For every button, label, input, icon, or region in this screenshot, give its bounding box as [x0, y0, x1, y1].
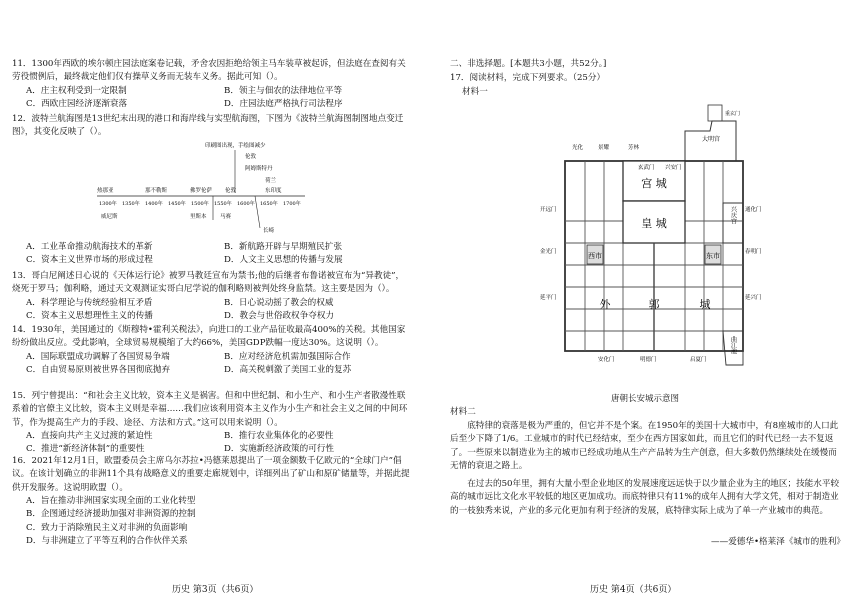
- outer-city-label: 城: [699, 298, 711, 311]
- gate-label: 启夏门: [690, 357, 707, 363]
- timeline-place: 长崎: [263, 228, 275, 234]
- timeline-place: 那不勒斯: [145, 188, 168, 194]
- question-14-stem: 14．1930年，美国通过的《斯穆特•霍利关税法》，向进口的工业产品征收最高400%的关税。其他国家纷纷做出反应。受此影响，全球贸易规模缩了大约66%，美国GDP跌幅一度达30%。这说明（）。: [12, 325, 406, 349]
- gate-label: 玄武门: [638, 165, 655, 171]
- option-b: B．新航路开辟与早期殖民扩张: [224, 242, 343, 252]
- right-page: [430, 0, 860, 608]
- section-heading: 二、非选择题。[本题共3小题，共52分。]: [450, 59, 607, 69]
- timeline-top-label: 印刷图出现，手绘图减少: [205, 143, 266, 149]
- option-b: B．推行农业集体化的必要性: [224, 430, 334, 441]
- question-13-stem: 13．哥白尼阐述日心说的《天体运行论》被罗马教廷宣布为禁书;他的后继者布鲁诺被宣布为“异教徒”，烧死于罗马；伽利略，通过天文观测证实哥白尼学说的伽利略则被判处终身监禁。这主要是因为（）。: [12, 271, 405, 295]
- option-d: D．庄园法庭严格执行司法程序: [224, 98, 343, 109]
- gate-label: 明德门: [640, 357, 657, 363]
- timeline-place: 阿姆斯特丹: [245, 166, 273, 172]
- option-c: C．推进“新经济体制”的重要性: [26, 444, 145, 455]
- option-c: C．西欧庄园经济逐渐衰落: [26, 98, 128, 109]
- question-13: [12, 270, 412, 323]
- gate-label: 金光门: [540, 249, 557, 255]
- question-15-stem: 15．列宁曾提出：“和社会主义比较，资本主义是祸害。但和中世纪制、和小生产、和小生产者散漫性联系着的官僚主义比较，资本主义则是幸福……我们应该利用资本主义作为小生产和社会主义之间的中间环节，作为提高生产力的手段、途径、方法和方式。”这可以用来说明（）。: [12, 391, 408, 428]
- timeline-year: 1700年: [283, 201, 301, 207]
- option-a: A．直接向共产主义过渡的紧迫性: [26, 430, 153, 441]
- option-c: C．致力于消除殖民主义对非洲的负面影响: [26, 522, 188, 533]
- east-market-label: 东市: [706, 252, 720, 260]
- option-a: A．旨在推动非洲国家实现全面的工业化转型: [26, 495, 196, 506]
- xingqing-palace-label: 兴庆宫: [729, 206, 737, 224]
- changan-map: [540, 103, 764, 373]
- timeline-place: 荷兰: [265, 178, 277, 184]
- option-d: D．教会与世俗政权争夺权力: [224, 310, 335, 321]
- option-b: B．企图通过经济援助加强对非洲资源的控制: [26, 509, 196, 520]
- timeline-place: 伦敦: [225, 188, 237, 194]
- outer-city-label: 外: [599, 298, 611, 311]
- map-caption: 唐朝长安城示意图: [610, 394, 679, 404]
- gate-label: 兴安门: [665, 165, 682, 171]
- gate-label: 延平门: [540, 295, 557, 301]
- west-market-label: 西市: [588, 252, 602, 260]
- option-d: D．实施新经济政策的可行性: [224, 444, 335, 455]
- timeline-place: 威尼斯: [101, 214, 118, 220]
- timeline-place: 里斯本: [190, 214, 207, 220]
- option-b: B．应对经济危机需加强国际合作: [224, 351, 351, 362]
- question-11-stem: 11．1300年西欧的埃尔顿庄园法庭案卷记载，矛舍农因拒绝给领主马车装草被起诉，但法庭在查阅有关劳役惯例后，最终裁定他们仅有操草义务而无装车义务。据此可知（）。: [12, 59, 406, 83]
- qujiang-pool-label: 曲江池: [729, 336, 737, 354]
- question-15: [12, 390, 412, 457]
- timeline-place: 热那亚: [97, 188, 114, 194]
- timeline-year: 1600年: [237, 201, 255, 207]
- gate-label: 通化门: [745, 207, 762, 213]
- option-c: C．资本主义思想理性主义的传播: [26, 310, 153, 321]
- option-d: D．人文主义思想的传播与发展: [224, 255, 343, 266]
- portolan-timeline: [95, 138, 310, 238]
- timeline-place: 佛罗伦萨: [190, 188, 213, 194]
- material-1-label: 材料一: [462, 87, 488, 97]
- timeline-year: 1350年: [122, 201, 140, 207]
- timeline-place: 东印度: [265, 188, 282, 194]
- gate-label: 延兴门: [745, 295, 762, 301]
- option-b: B．日心说动摇了教会的权威: [224, 297, 334, 308]
- option-d: D．与非洲建立了平等互利的合作伙伴关系: [26, 535, 188, 546]
- gate-label: 芳林: [628, 145, 640, 151]
- palace-label: 宫 城: [641, 177, 667, 190]
- timeline-year: 1400年: [145, 201, 163, 207]
- timeline-place: 马赛: [220, 214, 232, 220]
- daming-palace-label: 大明宫: [702, 136, 721, 143]
- option-b: B．领主与佃农的法律地位平等: [224, 85, 343, 96]
- option-a: A．国际联盟成功调解了各国贸易争端: [26, 351, 170, 362]
- material-2-paragraph-1: 底特律的衰落是极为严重的，但它并不是个案。在1950年的美国十大城市中，有8座城市的人口此后至少下降了1/6。工业城市的时代已经结束，至少在西方国家如此，而且它们的时代已经一去不复返了。一些原来以制造业为主的城市已经成功地从生产产品转为生产创意，但大多数仍然继续处在缓慢而无情的衰退之路上。: [450, 421, 839, 471]
- gate-label: 安化门: [598, 357, 615, 363]
- timeline-place: 伦敦: [245, 154, 257, 160]
- question-16: [12, 455, 412, 548]
- option-c: C．自由贸易原则被世界各国彻底抛弃: [26, 364, 171, 375]
- timeline-year: 1500年: [191, 201, 209, 207]
- timeline-year: 1300年: [99, 201, 117, 207]
- material-2-paragraph-2: 在过去的50年里，拥有大量小型企业地区的发展速度远远快于以少量企业为主的地区；技能水平较高的城市远比文化水平较低的地区更加成功。而底特律只有11%的成年人拥有大学文凭，相对于制造业的一枝独秀来说，产业的多元化更加有利于经济的发展，底特律实际上成为了单一产业城市的典范。: [450, 479, 840, 516]
- gate-label: 光化: [572, 145, 584, 151]
- gate-label: 开远门: [540, 207, 557, 213]
- question-14: [12, 324, 412, 377]
- gate-label: 春明门: [745, 249, 762, 255]
- imperial-city-label: 皇 城: [641, 217, 667, 230]
- material-source: ——爱德华•格莱泽《城市的胜利》: [711, 537, 845, 547]
- timeline-year: 1450年: [168, 201, 186, 207]
- option-a: A．科学理论与传统经验相互矛盾: [26, 297, 153, 308]
- option-a: A．工业革命推动航海技术的革新: [26, 242, 153, 252]
- question-12-options: [12, 241, 412, 268]
- question-12-stem: 12．波特兰航海图是13世纪末出现的港口和海岸线与实型航海图，下图为《波特兰航海图制图地点变迁图》，其变化反映了（）。: [12, 114, 404, 138]
- question-16-stem: 16．2021年12月1日，欧盟委员会主席乌尔苏拉•冯德莱恩提出了一项金额数千亿欧元的“全球门户”倡议。在该计划确立的非洲11个具有战略意义的重要走廊规划中，详细列出了矿山和原矿储量等，并据此提供开发服务。这说明欧盟（）。: [12, 456, 410, 493]
- gate-label: 景耀: [598, 145, 610, 151]
- option-c: C．资本主义世界市场的形成过程: [26, 255, 153, 266]
- question-17: 17．阅读材料，完成下列要求。（25分）: [450, 73, 606, 83]
- outer-city-label: 郭: [648, 298, 660, 311]
- material-2-label: 材料二: [450, 407, 476, 417]
- page-footer: 历史 第4页（共6页）: [590, 585, 677, 596]
- chongxuan-gate-label: 重玄门: [725, 111, 741, 117]
- option-d: D．高关税刺激了美国工业的复苏: [224, 364, 352, 375]
- timeline-year: 1550年: [214, 201, 232, 207]
- option-a: A．庄主权利受到一定限制: [26, 85, 127, 96]
- page-footer: 历史 第3页（共6页）: [172, 585, 259, 596]
- question-11: [12, 58, 412, 111]
- timeline-year: 1650年: [260, 201, 278, 207]
- question-12: [12, 113, 412, 140]
